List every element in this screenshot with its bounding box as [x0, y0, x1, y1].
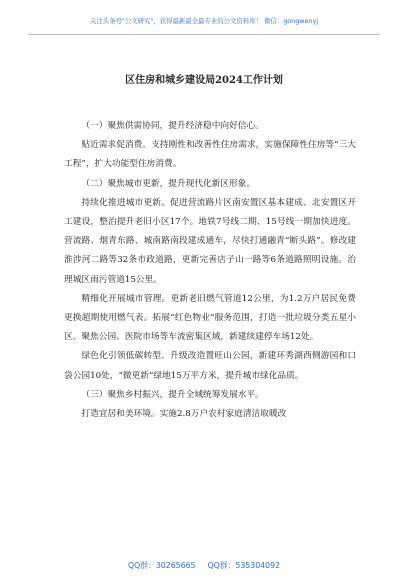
document-title: 区住房和城乡建设局2024工作计划: [125, 75, 283, 86]
footer-contacts: [0, 560, 408, 571]
body-paragraph: 精细化开展城市管理。更新老旧燃气管道12公里，为1.2万户居民免费更换超期使用燃气表。拓展“红色物业”服务范围，打造一批垃圾分类五星小区。聚焦公园、医院市场等车流密集区域，新建续建停车场12处。: [64, 293, 356, 343]
footer-qq-group-1: QQ群：30265665: [127, 561, 196, 570]
body-paragraph: 贴近需求促消费。支持刚性和改善性住房需求，实施保障性住房等“三大工程”，扩大功能型住房消费。: [64, 140, 356, 170]
body-paragraph: 持续化推进城市更新。促进营流路片区南安置区基本建成、北安置区开工建设，整治提升老旧小区17个。地铁7号线二期、15号线一期加快进度。营流路、烟青东路、城南路南段建成通车，尽快打通融青“断头路”。修改建淮涉河二路等32条市政道路，更新完善店子山一路等6条道路照明设施。治理城区雨污管道15公里。: [64, 197, 356, 285]
body-paragraph: 打造宜居和美环境。实施2.8万户农村家庭清洁取暖改: [81, 409, 287, 420]
section-heading: （二）聚焦城市更新，提升现代化新区形象。: [81, 178, 256, 189]
section-heading: （一）聚焦供需协同，提升经济稳中向好信心。: [81, 121, 264, 131]
document-body: [64, 117, 356, 424]
header-banner: 关注头条号"公文研究"，获得最新最全最专业的公文资料库！ 微信：gongwenyj: [89, 17, 319, 25]
header-divider: [28, 34, 380, 35]
body-paragraph: 绿色化引领低碳转型。升级改造置旺山公园，新建环秀湖西侧游园和口袋公园10处，“微更新”绿地15万平方米，提升城市绿化品质。: [64, 351, 356, 381]
section-heading: （三）聚焦乡村振兴，提升全域统筹发展水平。: [81, 389, 264, 400]
footer-qq-group-2: QQ群：535304092: [207, 561, 281, 570]
